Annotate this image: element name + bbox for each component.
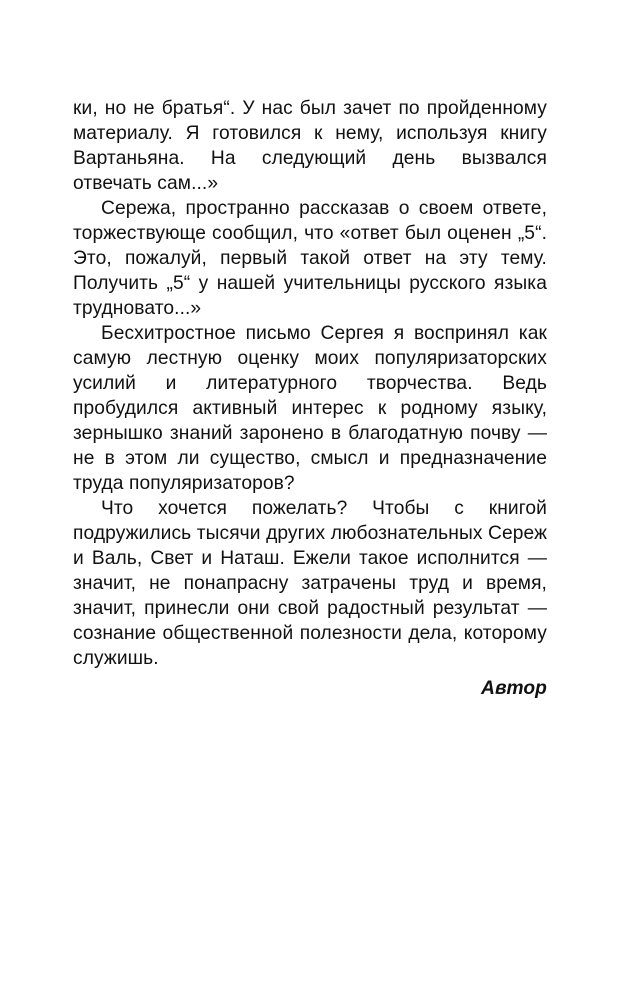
paragraph-continuation: ки, но не братья“. У нас был зачет по пройденному материалу. Я готовился к нему, используя книгу Вартаньяна. На следующий день вызвался отвечать сам...» bbox=[73, 98, 547, 194]
author-signature: Автор bbox=[481, 678, 547, 699]
paragraph-wish: Что хочется пожелать? Чтобы с книгой подружились тысячи других любознательных Сереж и Валь, Свет и Наташ. Ежели такое исполнится — значит, не понапрасну затрачены труд и время, значит, принесли они свой радостный результат — сознание общественной полезности дела, которому служишь. bbox=[73, 498, 547, 669]
book-page bbox=[73, 96, 547, 701]
paragraph-letter-assessment: Бесхитростное письмо Сергея я воспринял как самую лестную оценку моих популяризаторских усилий и литературного творчества. Ведь пробудился активный интерес к родному языку, зернышко знаний заронено в благодатную почву — не в этом ли существо, смысл и предназначение труда популяризаторов? bbox=[73, 323, 547, 494]
paragraph-seryozha: Сережа, пространно рассказав о своем ответе, торжествующе сообщил, что «ответ был оценен „5“. Это, пожалуй, первый такой ответ на эту тему. Получить „5“ у нашей учительницы русского языка трудновато...» bbox=[73, 198, 547, 319]
